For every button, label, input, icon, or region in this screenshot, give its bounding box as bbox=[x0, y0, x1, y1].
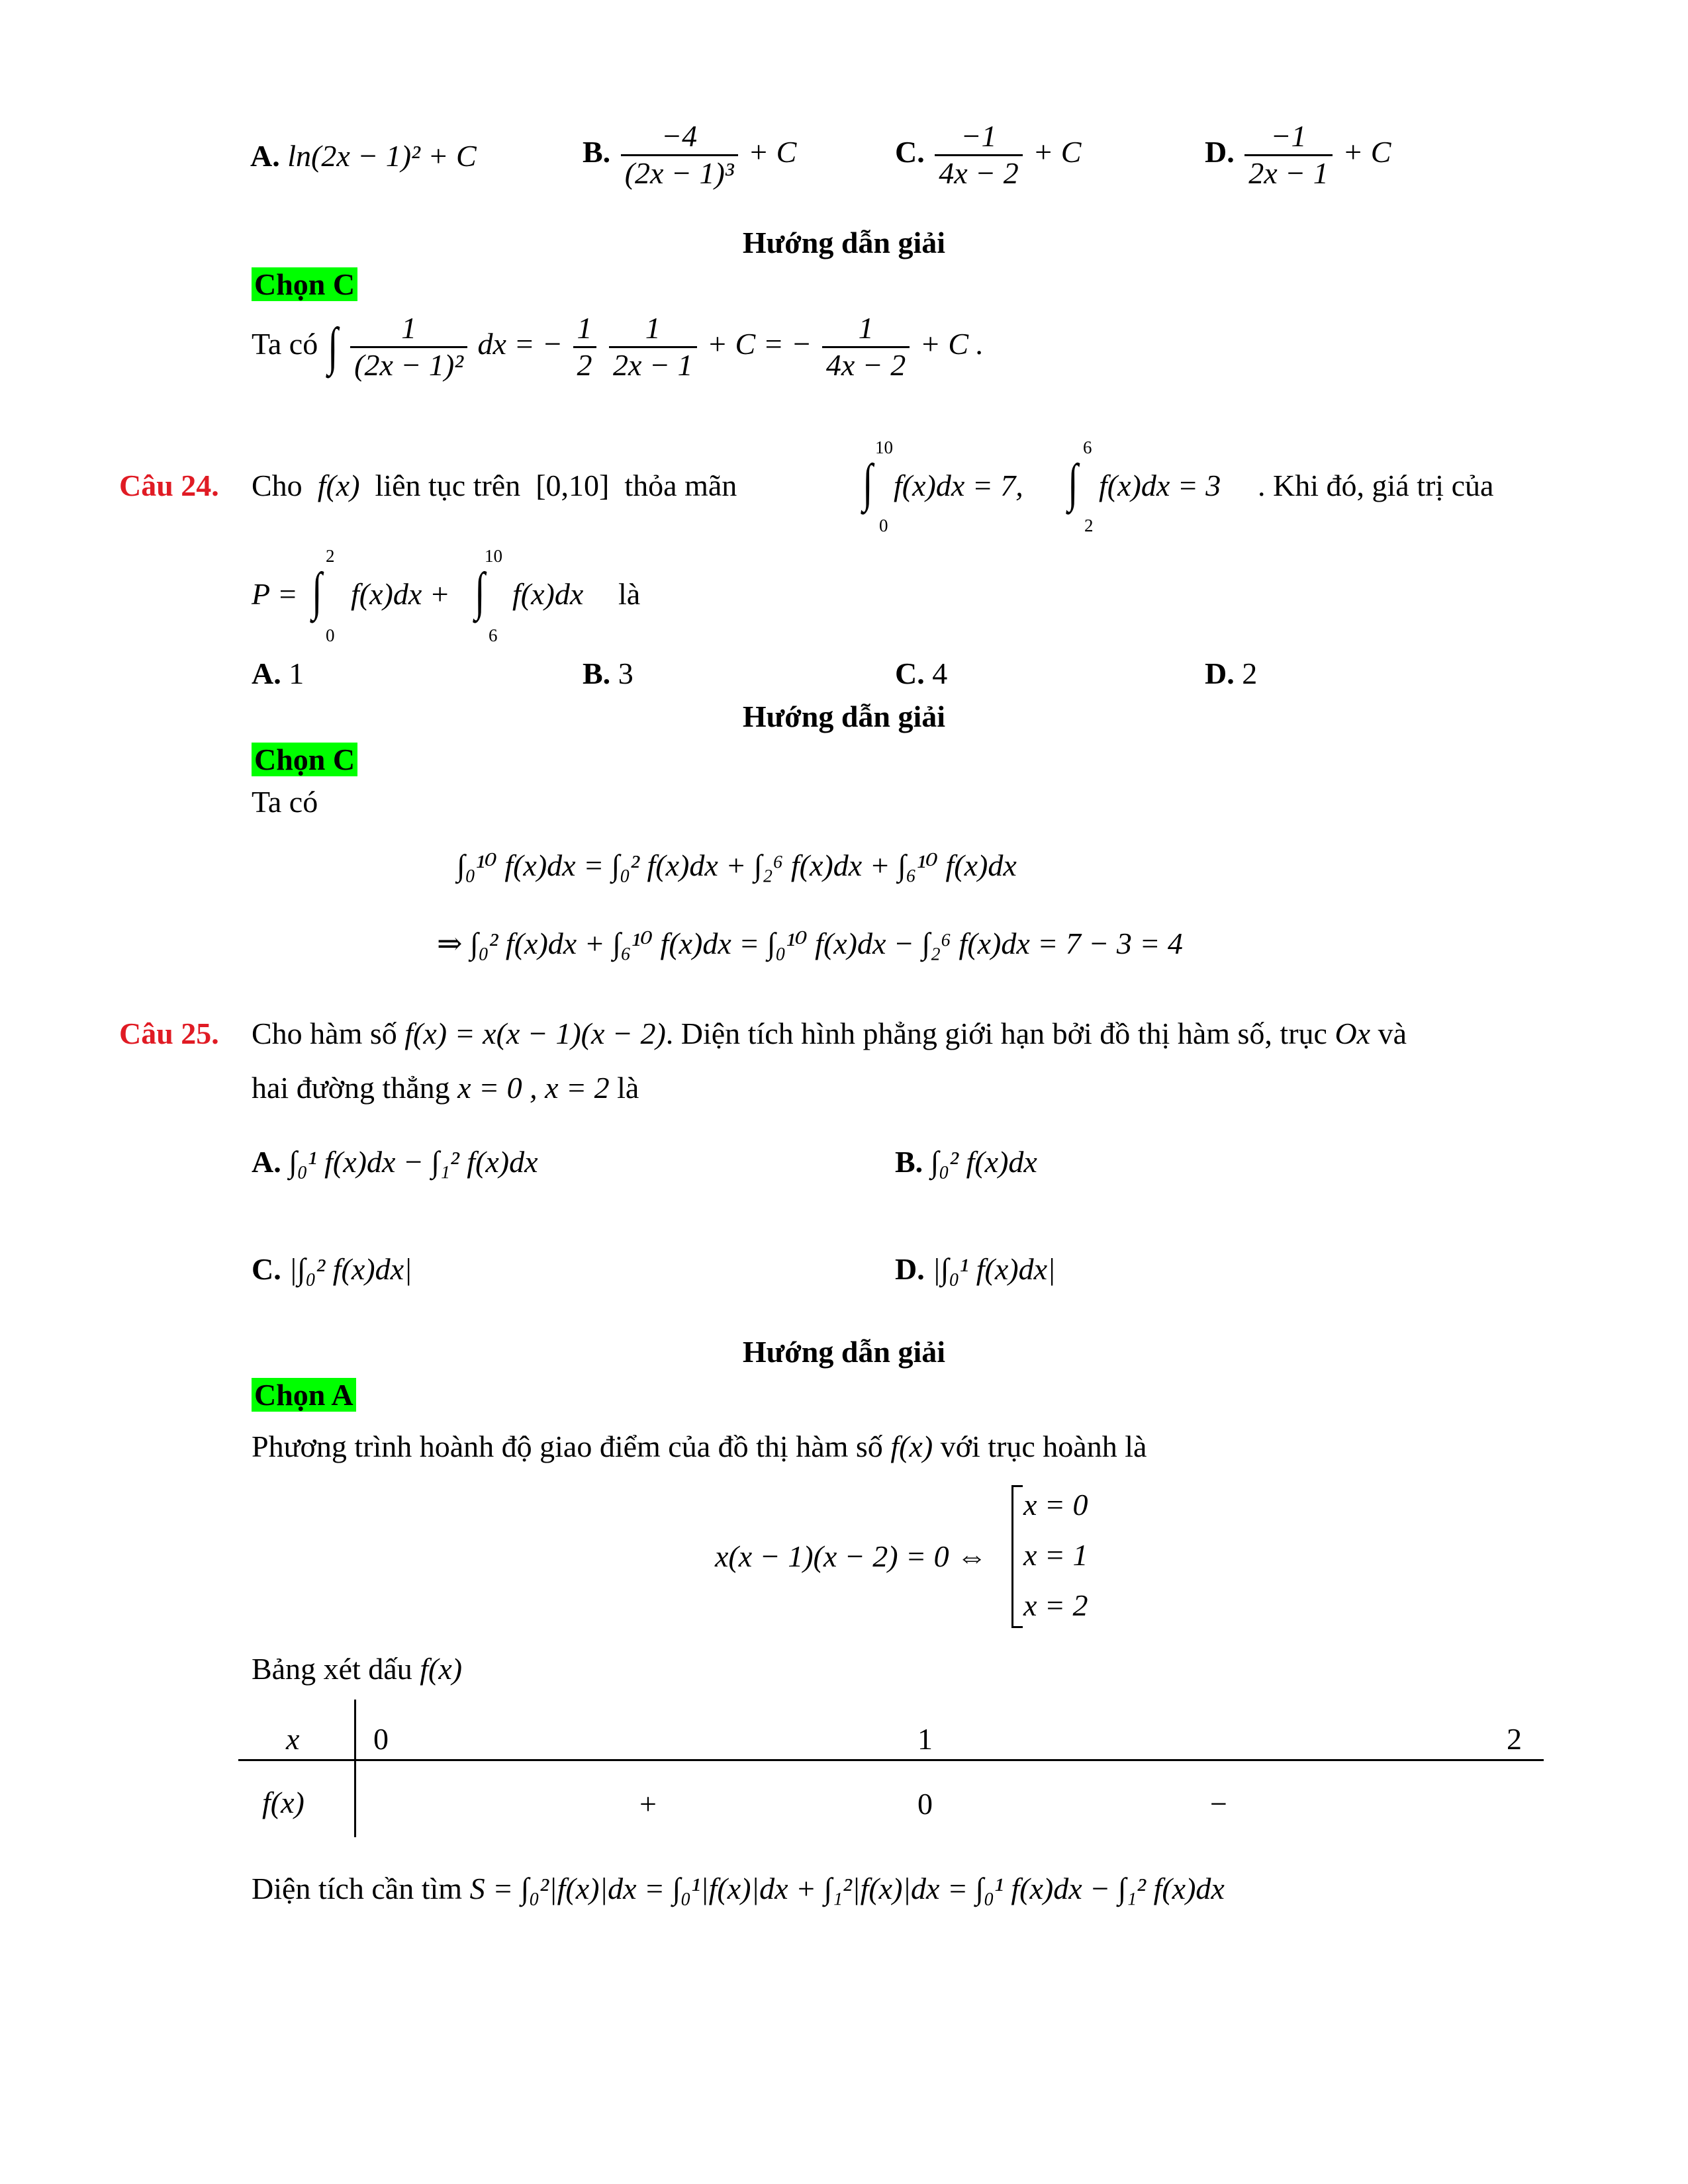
q24-answer bbox=[252, 741, 357, 778]
option-label: C. bbox=[895, 657, 925, 690]
solution-text: + C . bbox=[919, 326, 984, 361]
table-x-value: 2 bbox=[1507, 1722, 1522, 1756]
sign-table-title-text: Bảng xét dấu bbox=[252, 1652, 412, 1686]
integral-sign: ∫ bbox=[328, 318, 338, 377]
integral-lower-limit: 6 bbox=[489, 625, 498, 645]
answer-highlight: Chọn A bbox=[252, 1378, 356, 1412]
integral-sign: ∫ bbox=[475, 563, 485, 621]
q25-solution-line1 bbox=[252, 1428, 1147, 1465]
fraction-numerator: 1 bbox=[609, 311, 696, 348]
fraction-denominator: (2x − 1)² bbox=[354, 347, 464, 382]
q25-option-c bbox=[252, 1251, 412, 1287]
integral-upper-limit: 2 bbox=[326, 546, 335, 566]
area-prefix: Diện tích cần tìm bbox=[252, 1872, 463, 1905]
integral-lower-limit: 2 bbox=[1084, 516, 1094, 535]
integral-sign: ∫ bbox=[1068, 454, 1078, 512]
statement-text: thỏa mãn bbox=[624, 469, 737, 502]
table-x-value: 1 bbox=[917, 1722, 933, 1756]
system-left: x(x − 1)(x − 2) = 0 ⇔ bbox=[715, 1539, 988, 1573]
function-notation: f(x) bbox=[317, 469, 360, 502]
option-text: 3 bbox=[618, 657, 633, 690]
q23-option-c bbox=[895, 119, 1081, 191]
q24-solution-prefix: Ta có bbox=[252, 785, 318, 819]
q25-label: Câu 25. bbox=[119, 1017, 219, 1050]
statement-text: liên tục trên bbox=[375, 469, 521, 502]
fraction-numerator: −1 bbox=[935, 119, 1022, 156]
system-root-3: x = 2 bbox=[1023, 1588, 1088, 1622]
option-label: D. bbox=[895, 1252, 925, 1286]
option-text: |∫₀¹ f(x)dx| bbox=[932, 1252, 1056, 1286]
option-label: B. bbox=[583, 657, 611, 690]
axis-name: Ox bbox=[1335, 1017, 1371, 1050]
option-text: 1 bbox=[289, 657, 305, 690]
table-x-value: 0 bbox=[373, 1722, 389, 1756]
solution-text: với trục hoành là bbox=[940, 1430, 1147, 1463]
option-tail: + C bbox=[1033, 134, 1082, 169]
option-text: 2 bbox=[1242, 657, 1258, 690]
answer-highlight: Chọn C bbox=[252, 267, 357, 301]
fraction-denominator: 4x − 2 bbox=[939, 156, 1019, 190]
option-tail: + C bbox=[1342, 134, 1391, 169]
fraction-numerator: 1 bbox=[822, 311, 910, 348]
integral-upper-limit: 6 bbox=[1083, 437, 1092, 457]
q24-p-expression bbox=[252, 543, 781, 649]
statement-text: Cho bbox=[252, 469, 303, 502]
q24-option-b bbox=[583, 655, 633, 692]
system-bracket bbox=[1011, 1485, 1023, 1628]
option-text: 4 bbox=[932, 657, 948, 690]
q25-option-b bbox=[895, 1144, 1037, 1180]
option-label: D. bbox=[1205, 657, 1235, 690]
line-equation: x = 2 bbox=[545, 1071, 610, 1105]
guide-heading: Hướng dẫn giải bbox=[742, 226, 946, 259]
q24-equation-2: ⇒ ∫₀² f(x)dx + ∫₆¹⁰ f(x)dx = ∫₀¹⁰ f(x)dx − ∫₂⁶ f(x)dx = 7 − 3 = 4 bbox=[437, 927, 1183, 960]
function-notation: f(x) bbox=[890, 1430, 933, 1463]
option-text: ∫₀² f(x)dx bbox=[930, 1145, 1037, 1179]
statement-text: . Diện tích hình phẳng giới hạn bởi đồ thị hàm số, trục bbox=[665, 1017, 1327, 1050]
p-suffix: là bbox=[618, 577, 641, 611]
option-text: ln(2x − 1)² + C bbox=[287, 139, 477, 173]
integral-upper-limit: 10 bbox=[875, 437, 893, 457]
integral-lower-limit: 0 bbox=[879, 516, 888, 535]
option-label: A. bbox=[252, 1145, 281, 1179]
fraction-numerator: −1 bbox=[1244, 119, 1332, 156]
area-equation: S = ∫₀²|f(x)|dx = ∫₀¹|f(x)|dx + ∫₁²|f(x)|dx = ∫₀¹ f(x)dx − ∫₁² f(x)dx bbox=[469, 1872, 1225, 1905]
q24-option-d bbox=[1205, 655, 1257, 692]
integral-body: f(x)dx = 3 bbox=[1099, 469, 1221, 502]
function-definition: f(x) = x(x − 1)(x − 2) bbox=[404, 1017, 666, 1050]
line-equation: x = 0 , bbox=[457, 1071, 538, 1105]
q25-statement-line1 bbox=[252, 1015, 1407, 1052]
statement-text: hai đường thẳng bbox=[252, 1071, 450, 1105]
statement-text: và bbox=[1378, 1017, 1407, 1050]
table-fx-header: f(x) bbox=[262, 1786, 305, 1819]
q25-option-a bbox=[252, 1144, 538, 1180]
q23-solution bbox=[252, 311, 984, 383]
integral-body: f(x)dx bbox=[512, 577, 584, 611]
q24-label: Câu 24. bbox=[119, 469, 219, 502]
option-label: D. bbox=[1205, 134, 1235, 169]
table-vertical-divider bbox=[354, 1700, 356, 1837]
integral-upper-limit: 10 bbox=[485, 546, 502, 566]
function-notation: f(x) bbox=[420, 1652, 463, 1686]
fraction-denominator: 2x − 1 bbox=[613, 347, 693, 382]
option-label: B. bbox=[583, 134, 611, 169]
option-text: |∫₀² f(x)dx| bbox=[289, 1252, 412, 1286]
fraction-numerator: 1 bbox=[350, 311, 467, 348]
p-prefix: P = bbox=[252, 577, 298, 611]
q24-option-a bbox=[252, 655, 304, 692]
table-sign: 0 bbox=[917, 1787, 933, 1821]
q23-option-d bbox=[1205, 119, 1391, 191]
statement-text: Cho hàm số bbox=[252, 1017, 397, 1050]
answer-highlight: Chọn C bbox=[252, 743, 357, 776]
solution-prefix: Ta có bbox=[252, 326, 318, 361]
q25-option-d bbox=[895, 1251, 1056, 1287]
q25-answer bbox=[252, 1377, 356, 1413]
table-sign: − bbox=[1210, 1787, 1227, 1821]
integral-sign: ∫ bbox=[863, 454, 873, 512]
option-label: B. bbox=[895, 1145, 923, 1179]
fraction-denominator: 4x − 2 bbox=[825, 347, 906, 382]
table-horizontal-divider bbox=[238, 1759, 1544, 1761]
table-sign: + bbox=[639, 1787, 657, 1821]
option-tail: + C bbox=[748, 134, 797, 169]
q23-answer bbox=[252, 266, 357, 302]
q24-equation-1: ∫₀¹⁰ f(x)dx = ∫₀² f(x)dx + ∫₂⁶ f(x)dx + ∫₆¹⁰ f(x)dx bbox=[457, 848, 1017, 882]
q23-option-b bbox=[583, 119, 796, 191]
option-label: A. bbox=[250, 139, 280, 173]
solution-text: + C = − bbox=[707, 326, 812, 361]
q23-option-a bbox=[250, 138, 477, 174]
table-x-header: x bbox=[286, 1722, 300, 1756]
integral-sign: ∫ bbox=[312, 563, 322, 621]
solution-text: Phương trình hoành độ giao điểm của đồ thị hàm số bbox=[252, 1430, 883, 1463]
fraction-numerator: −4 bbox=[621, 119, 738, 156]
q24-option-c bbox=[895, 655, 947, 692]
option-label: C. bbox=[252, 1252, 281, 1286]
system-root-2: x = 1 bbox=[1023, 1538, 1088, 1572]
fraction-denominator: 2x − 1 bbox=[1248, 156, 1329, 190]
fraction-denominator: (2x − 1)³ bbox=[624, 156, 734, 190]
integral-lower-limit: 0 bbox=[326, 625, 335, 645]
q24-statement-end: . Khi đó, giá trị của bbox=[1258, 469, 1494, 502]
solution-text: dx = − bbox=[477, 326, 563, 361]
fraction-numerator: 1 bbox=[573, 311, 596, 348]
option-text: ∫₀¹ f(x)dx − ∫₁² f(x)dx bbox=[289, 1145, 538, 1179]
statement-text: là bbox=[617, 1071, 639, 1105]
integral-body: f(x)dx = 7, bbox=[894, 469, 1023, 502]
fraction-denominator: 2 bbox=[577, 347, 592, 382]
integral-body: f(x)dx + bbox=[351, 577, 450, 611]
option-label: C. bbox=[895, 134, 925, 169]
guide-heading: Hướng dẫn giải bbox=[742, 700, 946, 733]
option-label: A. bbox=[252, 657, 281, 690]
q25-area-line bbox=[252, 1870, 1225, 1907]
interval: [0,10] bbox=[536, 469, 610, 502]
q25-statement-line2 bbox=[252, 1069, 639, 1106]
system-root-1: x = 0 bbox=[1023, 1488, 1088, 1522]
sign-table-title bbox=[252, 1651, 462, 1687]
guide-heading: Hướng dẫn giải bbox=[742, 1335, 946, 1369]
